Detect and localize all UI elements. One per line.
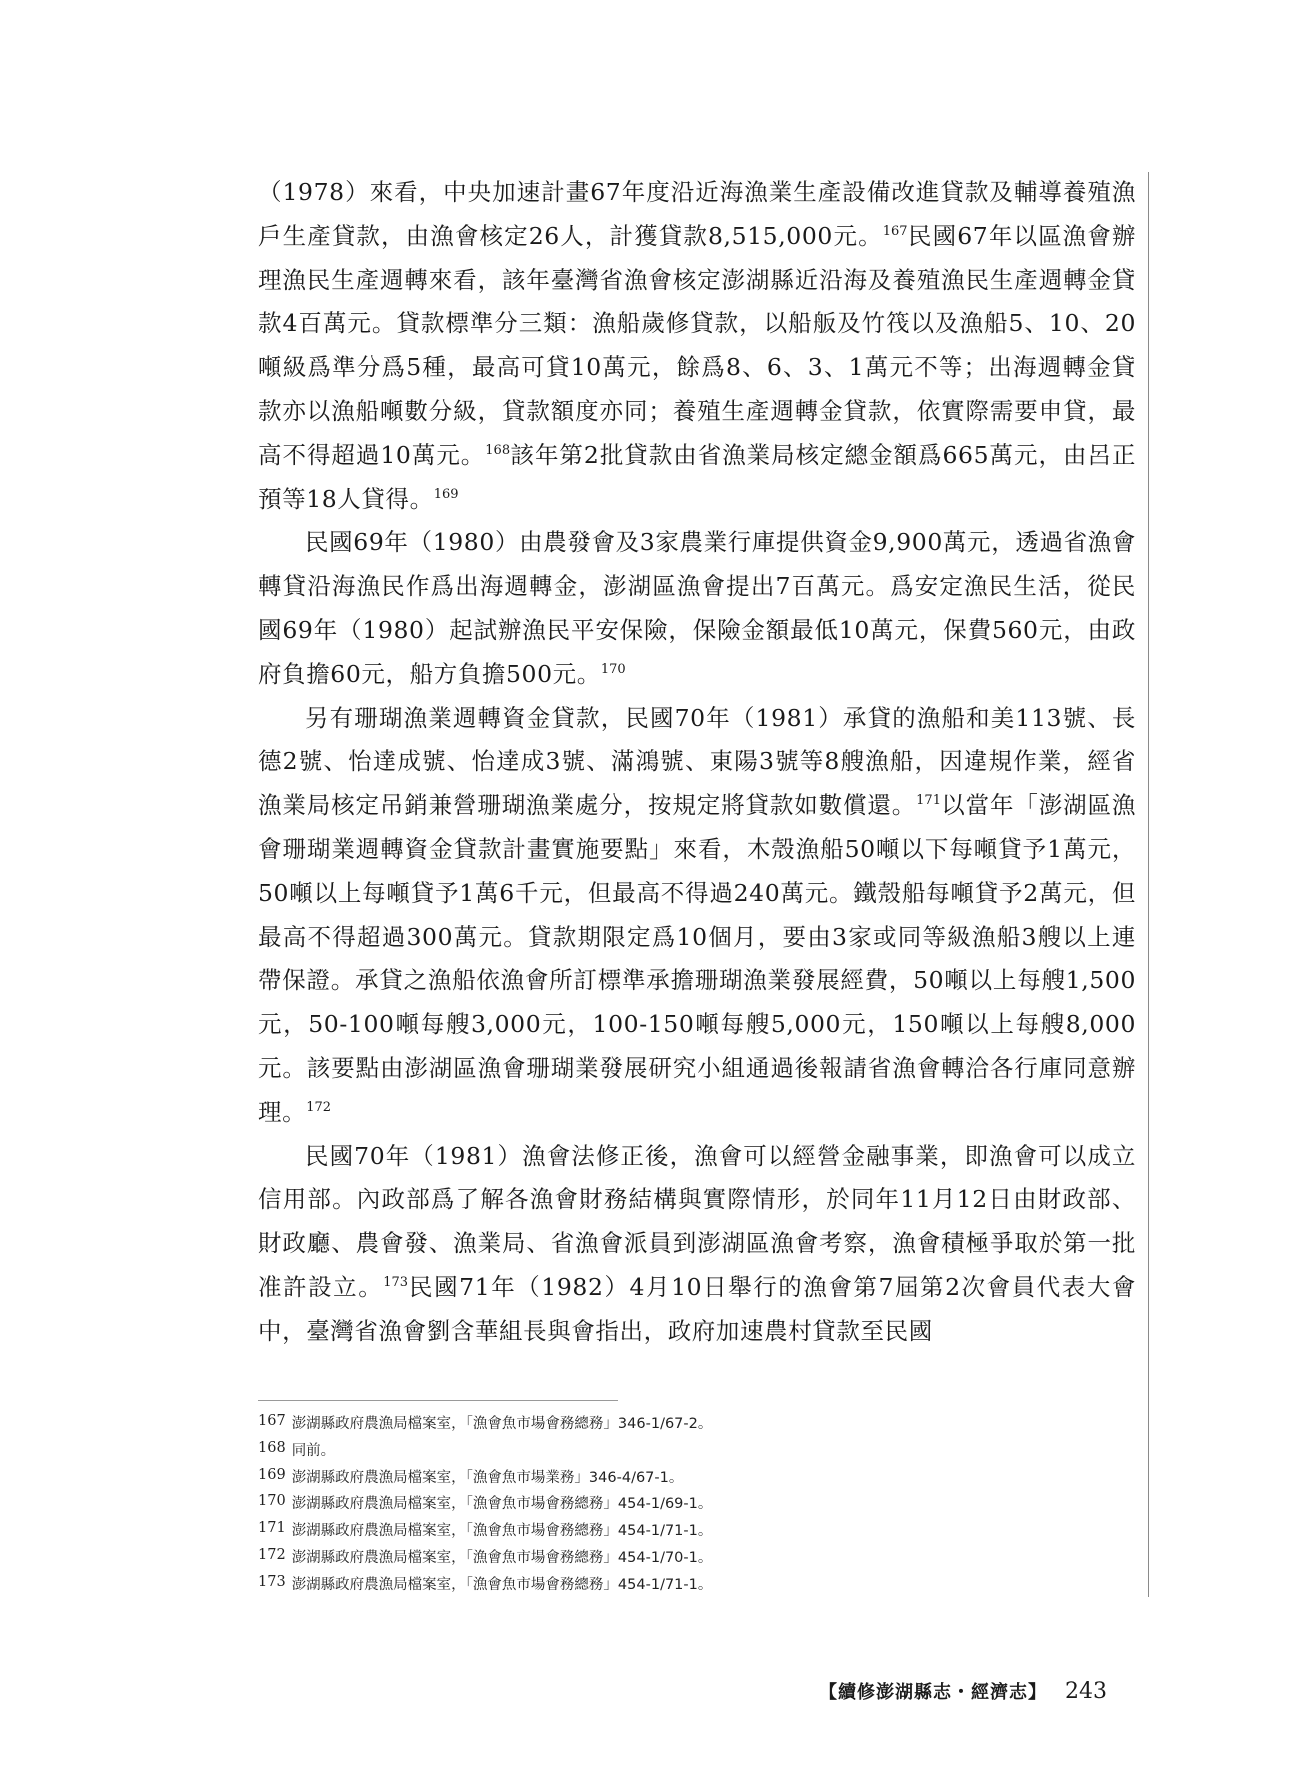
- margin-rule: [1148, 172, 1149, 1597]
- footnote-number: 173: [258, 1573, 286, 1590]
- footnote-item: [258, 1462, 1118, 1489]
- paragraph: [258, 1135, 1136, 1354]
- footnote-marker: 173: [383, 1274, 409, 1290]
- footnote-number: 171: [258, 1520, 286, 1537]
- running-head: [819, 1678, 1107, 1704]
- footnote-number: 168: [258, 1439, 286, 1456]
- paragraph-text: 以當年「澎湖區漁會珊瑚業週轉資金貸款計畫實施要點」來看，木殼漁船50噸以下每噸貸予1萬元，50噸以上每噸貸予1萬6千元，但最高不得過240萬元。鐵殼船每噸貸予2萬元，但最高不得超過300萬元。貸款期限定爲10個月，要由3家或同等級漁船3艘以上連帶保證。承貸之漁船依漁會所訂標準承擔珊瑚漁業發展經費，50噸以上每艘1,500元，50-100噸每艘3,000元，100-150噸每艘5,000元，150噸以上每艘8,000元。該要點由澎湖區漁會珊瑚業發展研究小組通過後報請省漁會轉洽各行庫同意辦理。: [258, 791, 1136, 1126]
- paragraph-text: 該年第2批貸款由省漁業局核定總金額爲665萬元，由呂正預等18人貸得。: [258, 440, 1136, 513]
- footnote-text: 澎湖縣政府農漁局檔案室，「漁會魚市場會務總務」454-1/70-1。: [291, 1549, 713, 1566]
- footnote-marker: 171: [916, 793, 941, 809]
- footnote-number: 170: [258, 1493, 286, 1510]
- paragraph-text: （1978）來看，中央加速計畫67年度沿近海漁業生產設備改進貸款及輔導養殖漁戶生產貸款，由漁會核定26人，計獲貸款8,515,000元。: [258, 178, 1136, 250]
- footnote-marker: 169: [433, 486, 459, 502]
- paragraph-text: 民國71年（1982）4月10日舉行的漁會第7屆第2次會員代表大會中，臺灣省漁會劉含華組長與會指出，政府加速農村貸款至民國: [258, 1272, 1137, 1345]
- footnote-item: [258, 1542, 1118, 1569]
- footnote-text: 澎湖縣政府農漁局檔案室，「漁會魚市場會務總務」346-1/67-2。: [291, 1416, 713, 1432]
- paragraph-text: 另有珊瑚漁業週轉資金貸款，民國70年（1981）承貸的漁船和美113號、長德2號、怡達成號、怡達成3號、滿鴻號、東陽3號等8艘漁船，因違規作業，經省漁業局核定吊銷兼營珊瑚漁業處分，按規定將貸款如數償還。: [258, 703, 1136, 820]
- book-title: 【續修澎湖縣志・經濟志】: [819, 1682, 1047, 1703]
- footnote-text: 澎湖縣政府農漁局檔案室，「漁會魚市場會務總務」454-1/71-1。: [291, 1523, 713, 1540]
- footnote-number: 169: [258, 1466, 286, 1483]
- paragraph-text: 民國70年（1981）漁會法修正後，漁會可以經營金融事業，即漁會可以成立信用部。內政部爲了解各漁會財務結構與實際情形，於同年11月12日由財政部、財政廳、農會發、漁業局、省漁會派員到澎湖區漁會考察，漁會積極爭取於第一批准許設立。: [258, 1141, 1136, 1301]
- footnote-item: [258, 1569, 1118, 1596]
- paragraph: [258, 697, 1136, 1135]
- footnote-marker: 168: [485, 442, 511, 458]
- footnote-marker: 170: [600, 661, 626, 677]
- footnote-item: [258, 1435, 1118, 1462]
- footnote-text: 澎湖縣政府農漁局檔案室，「漁會魚市場業務」346-4/67-1。: [291, 1469, 684, 1486]
- footnote-marker: 172: [306, 1099, 332, 1115]
- paragraph-text: 民國69年（1980）由農發會及3家農業行庫提供資金9,900萬元，透過省漁會轉貸沿海漁民作爲出海週轉金，澎湖區漁會提出7百萬元。爲安定漁民生活，從民國69年（1980）起試辦漁民平安保險，保險金額最低10萬元，保費560元，由政府負擔60元，船方負擔500元。: [258, 528, 1136, 688]
- footnotes: [258, 1408, 1118, 1596]
- footnote-marker: 167: [882, 223, 908, 239]
- footnote-text: 澎湖縣政府農漁局檔案室，「漁會魚市場會務總務」454-1/69-1。: [291, 1496, 713, 1513]
- footnote-separator: [258, 1400, 618, 1401]
- footnote-item: [258, 1488, 1118, 1515]
- page-number: 243: [1065, 1679, 1107, 1704]
- footnote-number: 167: [258, 1413, 286, 1429]
- body-text: [258, 171, 1136, 1354]
- footnote-item: [258, 1408, 1118, 1435]
- footnote-item: [258, 1515, 1118, 1542]
- paragraph: [258, 171, 1136, 521]
- paragraph: [258, 521, 1136, 696]
- footnote-text: 同前。: [291, 1442, 336, 1459]
- paragraph-text: 民國67年以區漁會辦理漁民生產週轉來看，該年臺灣省漁會核定澎湖縣近沿海及養殖漁民生產週轉金貸款4百萬元。貸款標準分三類：漁船歲修貸款，以船舨及竹筏以及漁船5、10、20噸級爲準分爲5種，最高可貸10萬元，餘爲8、6、3、1萬元不等；出海週轉金貸款亦以漁船噸數分級，貸款額度亦同；養殖生產週轉金貸款，依實際需要申貸，最高不得超過10萬元。: [258, 221, 1136, 469]
- footnote-text: 澎湖縣政府農漁局檔案室，「漁會魚市場會務總務」454-1/71-1。: [291, 1576, 713, 1593]
- footnote-number: 172: [258, 1546, 286, 1563]
